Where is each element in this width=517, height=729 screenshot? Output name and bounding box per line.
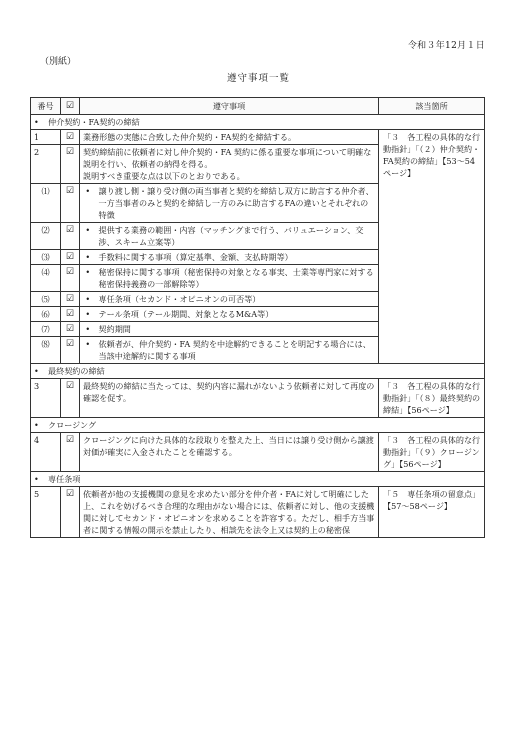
checkbox-icon[interactable]: ☑ bbox=[61, 250, 80, 265]
requirement-text: 依頼者が他の支援機関の意見を求めたい部分を仲介者・FAに対して明確にした上、これを妨げるべき合理的な理由がない場合には、依頼者に対し、他の支援機関に対してセカンド・オピニオンを求めることを許容する。ただし、相手方当事者に関する情報の開示を禁止したり、相談先を法令上又は契約上の秘密保 bbox=[80, 487, 379, 538]
reference-text: 「５ 専任条項の留意点」【57〜58ページ】 bbox=[379, 487, 485, 538]
checkbox-icon[interactable]: ☑ bbox=[61, 307, 80, 322]
requirement-text: 業務形態の実態に合致した仲介契約・FA契約を締結する。 bbox=[80, 130, 379, 145]
section-row bbox=[31, 364, 485, 379]
header-check-icon: ☑ bbox=[61, 98, 80, 115]
requirement-text: 契約期間 bbox=[96, 322, 379, 337]
table-row bbox=[31, 433, 485, 472]
bullet-icon: • bbox=[34, 474, 39, 484]
bullet-icon: • bbox=[80, 337, 96, 364]
row-number: ⑹ bbox=[31, 307, 61, 322]
reference-text: 「３ 各工程の具体的な行動指針」「（９）クロージング」【56ページ】 bbox=[379, 433, 485, 472]
requirement-text: 依頼者が、仲介契約・FA 契約を中途解約できることを明記する場合には、当該中途解約に関する事項 bbox=[96, 337, 379, 364]
reference-text: 「３ 各工程の具体的な行動指針」「（２）仲介契約・FA契約の締結」【53〜54ページ】 bbox=[379, 130, 485, 364]
row-number: ⑵ bbox=[31, 223, 61, 250]
bullet-icon: • bbox=[80, 184, 96, 223]
annex-label: （別紙） bbox=[40, 57, 77, 67]
row-number: 4 bbox=[31, 433, 61, 472]
bullet-icon: • bbox=[80, 292, 96, 307]
document-title: 遵守事項一覧 bbox=[226, 73, 290, 84]
row-number: 1 bbox=[31, 130, 61, 145]
bullet-icon: • bbox=[34, 420, 39, 430]
requirement-text: 専任条項（セカンド・オピニオンの可否等） bbox=[96, 292, 379, 307]
section-row bbox=[31, 418, 485, 433]
section-row bbox=[31, 115, 485, 130]
table-header-row bbox=[31, 98, 485, 115]
reference-text: 「３ 各工程の具体的な行動指針」「（８）最終契約の締結」【56ページ】 bbox=[379, 379, 485, 418]
bullet-icon: • bbox=[80, 307, 96, 322]
row-number: 5 bbox=[31, 487, 61, 538]
requirement-text: 譲り渡し側・譲り受け側の両当事者と契約を締結し双方に助言する仲介者、一方当事者のみと契約を締結し一方のみに助言するFAの違いとそれぞれの特徴 bbox=[96, 184, 379, 223]
bullet-icon: • bbox=[80, 265, 96, 292]
header-number: 番号 bbox=[31, 98, 61, 115]
bullet-icon: • bbox=[80, 223, 96, 250]
checkbox-icon[interactable]: ☑ bbox=[61, 184, 80, 223]
requirement-text: 最終契約の締結に当たっては、契約内容に漏れがないよう依頼者に対して再度の確認を促す。 bbox=[80, 379, 379, 418]
checkbox-icon[interactable]: ☑ bbox=[61, 292, 80, 307]
table-row bbox=[31, 487, 485, 538]
checkbox-icon[interactable]: ☑ bbox=[61, 322, 80, 337]
table-row bbox=[31, 130, 485, 145]
checkbox-icon[interactable]: ☑ bbox=[61, 265, 80, 292]
checkbox-icon[interactable]: ☑ bbox=[61, 130, 80, 145]
section-title: 仲介契約・FA契約の締結 bbox=[48, 117, 140, 127]
section-title: 専任条項 bbox=[48, 474, 81, 484]
bullet-icon: • bbox=[34, 366, 39, 376]
checkbox-icon[interactable]: ☑ bbox=[61, 337, 80, 364]
section-title: 最終契約の締結 bbox=[48, 366, 105, 376]
requirement-text: テール条項（テール期間、対象となるM&A等） bbox=[96, 307, 379, 322]
compliance-table bbox=[30, 97, 485, 538]
row-number: 2 bbox=[31, 145, 61, 184]
header-requirement: 遵守事項 bbox=[80, 98, 379, 115]
section-row bbox=[31, 472, 485, 487]
row-number: ⑶ bbox=[31, 250, 61, 265]
checkbox-icon[interactable]: ☑ bbox=[61, 379, 80, 418]
checkbox-icon[interactable]: ☑ bbox=[61, 223, 80, 250]
requirement-text: 提供する業務の範囲・内容（マッチングまで行う、バリュエーション、交渉、スキーム立案等） bbox=[96, 223, 379, 250]
requirement-text: 秘密保持に関する事項（秘密保持の対象となる事実、士業等専門家に対する秘密保持義務の一部解除等） bbox=[96, 265, 379, 292]
requirement-text: 手数料に関する事項（算定基準、金額、支払時期等） bbox=[96, 250, 379, 265]
row-number: ⑻ bbox=[31, 337, 61, 364]
row-number: ⑺ bbox=[31, 322, 61, 337]
requirement-text: 契約締結前に依頼者に対し仲介契約・FA 契約に係る重要な事項について明確な説明を行い、依頼者の納得を得る。 説明すべき重要な点は以下のとおりである。 bbox=[80, 145, 379, 184]
row-number: 3 bbox=[31, 379, 61, 418]
row-number: ⑷ bbox=[31, 265, 61, 292]
row-number: ⑸ bbox=[31, 292, 61, 307]
bullet-icon: • bbox=[80, 250, 96, 265]
bullet-icon: • bbox=[80, 322, 96, 337]
section-title: クロージング bbox=[48, 420, 97, 430]
document-date: 令和３年12月１日 bbox=[407, 41, 485, 51]
header-reference: 該当箇所 bbox=[379, 98, 485, 115]
bullet-icon: • bbox=[34, 117, 39, 127]
checkbox-icon[interactable]: ☑ bbox=[61, 433, 80, 472]
row-number: ⑴ bbox=[31, 184, 61, 223]
table-row bbox=[31, 379, 485, 418]
checkbox-icon[interactable]: ☑ bbox=[61, 145, 80, 184]
requirement-text: クロージングに向けた具体的な段取りを整えた上、当日には譲り受け側から譲渡対価が確実に入金されたことを確認する。 bbox=[80, 433, 379, 472]
checkbox-icon[interactable]: ☑ bbox=[61, 487, 80, 538]
